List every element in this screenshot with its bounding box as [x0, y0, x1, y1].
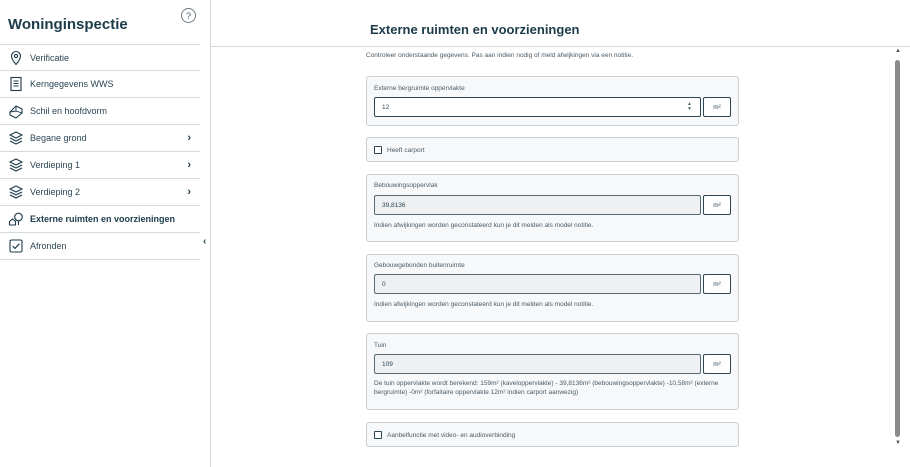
sidebar-item-label: Verdieping 1	[30, 160, 81, 170]
help-button[interactable]: ?	[181, 8, 196, 23]
sidebar-item-label: Verdieping 2	[30, 187, 81, 197]
sidebar-item-verificatie[interactable]	[0, 44, 200, 71]
document-icon	[8, 76, 24, 92]
card-buitenruimte	[366, 254, 739, 322]
bebouwing-note: Indien afwijkingen worden geconstateerd kun je dit melden als model notitie.	[374, 222, 594, 229]
berging-unit: m²	[703, 97, 731, 117]
tuin-label: Tuin	[374, 342, 387, 349]
aanbel-label: Aanbelfunctie met video- en audioverbinding	[387, 431, 516, 439]
bebouwing-value: 39,8136	[382, 201, 406, 209]
card-bebouwing	[366, 174, 739, 242]
number-spinner-icon[interactable]: ▲ ▼	[687, 101, 692, 112]
card-aanbel	[366, 422, 739, 447]
aanbel-checkbox-row[interactable]	[374, 431, 515, 439]
sidebar-item-label: Verificatie	[30, 52, 70, 63]
tuin-input	[374, 354, 701, 374]
sidebar-item-begane-grond[interactable]	[0, 125, 200, 152]
collapse-sidebar-icon[interactable]: ‹	[203, 236, 207, 247]
carport-label: Heeft carport	[387, 146, 425, 154]
tuin-value: 109	[382, 360, 393, 368]
sidebar-item-verdieping-1[interactable]	[0, 152, 200, 179]
sidebar-item-label: Begane grond	[30, 133, 87, 143]
sidebar-item-label: Afronden	[30, 241, 67, 251]
berging-value: 12	[382, 103, 390, 111]
sidebar-item-label: Kerngegevens WWS	[30, 79, 114, 89]
tuin-unit: m²	[703, 354, 731, 374]
sidebar	[0, 0, 200, 467]
bebouwing-label: Bebouwingsoppervlak	[374, 182, 438, 189]
sidebar-item-externe-ruimten[interactable]	[0, 206, 200, 233]
layers-icon	[8, 130, 24, 146]
bebouwing-unit: m²	[703, 195, 731, 215]
outdoor-tree-icon	[8, 211, 24, 227]
aanbel-checkbox[interactable]	[374, 431, 382, 439]
card-carport	[366, 137, 739, 162]
buitenruimte-input	[374, 274, 701, 294]
sidebar-item-schil[interactable]	[0, 98, 200, 125]
sidebar-item-afronden[interactable]	[0, 233, 200, 260]
header-divider	[210, 46, 910, 47]
check-square-icon	[8, 238, 24, 254]
page-title: Externe ruimten en voorzieningen	[370, 22, 580, 37]
buitenruimte-note: Indien afwijkingen worden geconstateerd kun je dit melden als model notitie.	[374, 301, 594, 308]
scroll-up-icon[interactable]: ▲	[895, 48, 901, 54]
chevron-right-icon[interactable]: ›	[187, 132, 191, 144]
berging-label: Externe bergruimte oppervlakte	[374, 85, 465, 92]
sidebar-item-label: Externe ruimten en voorzieningen	[30, 214, 176, 224]
layers-icon	[8, 157, 24, 173]
tuin-note: De tuin oppervlakte wordt berekend: 159m² (kaveloppervlakte) - 39,8136m² (bebouwingsoppervlakte) -10,58m² (externe bergruimte) -0m² (forfaitaire oppervlakte 12m² indien carport aanwezig)	[374, 380, 719, 396]
chevron-right-icon[interactable]: ›	[187, 186, 191, 198]
vertical-divider	[210, 0, 211, 467]
buitenruimte-label: Gebouwgebonden buitenruimte	[374, 262, 465, 269]
chevron-right-icon[interactable]: ›	[187, 159, 191, 171]
scroll-down-icon[interactable]: ▼	[895, 440, 901, 446]
bebouwing-input	[374, 195, 701, 215]
sidebar-item-label: Schil en hoofdvorm	[30, 106, 108, 116]
carport-checkbox[interactable]	[374, 146, 382, 154]
intro-text: Controleer onderstaande gegevens. Pas aan indien nodig of meld afwijkingen via een notitie.	[366, 52, 634, 59]
sidebar-item-kerngegevens[interactable]	[0, 71, 200, 98]
app-title: Woninginspectie	[8, 16, 128, 33]
card-berging	[366, 76, 739, 126]
sidebar-nav	[0, 44, 200, 260]
house-shape-icon	[8, 103, 24, 119]
berging-input[interactable]	[374, 97, 701, 117]
card-tuin	[366, 333, 739, 410]
buitenruimte-unit: m²	[703, 274, 731, 294]
sidebar-item-verdieping-2[interactable]	[0, 179, 200, 206]
location-pin-icon	[8, 50, 24, 66]
buitenruimte-value: 0	[382, 280, 386, 288]
scrollbar-thumb[interactable]	[895, 60, 900, 437]
carport-checkbox-row[interactable]	[374, 146, 425, 154]
layers-icon	[8, 184, 24, 200]
